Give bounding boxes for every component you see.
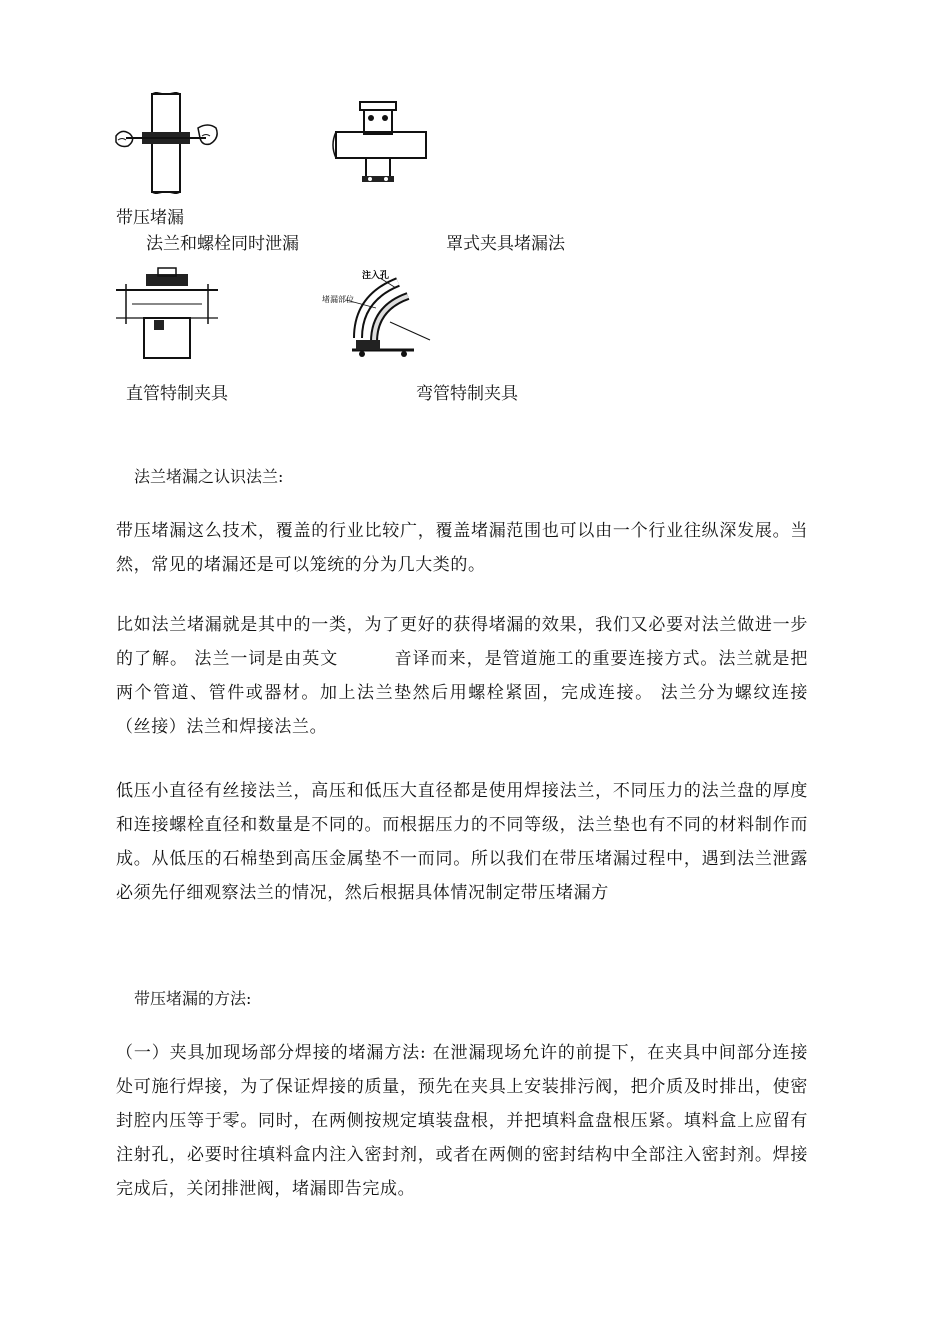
caption-with-pressure-sealing: 带压堵漏 [116, 208, 184, 228]
caption-straight-pipe-clamp: 直管特制夹具 [126, 384, 228, 404]
hood-clamp-drawing [330, 92, 430, 192]
figure-elbow-clamp [318, 268, 434, 362]
paragraph-flange-types: 低压小直径有丝接法兰，高压和低压大直径都是使用焊接法兰，不同压力的法兰盘的厚度和连接螺栓直径和数量是不同的。而根据压力的不同等级，法兰垫也有不同的材料制作而成。从低压的石棉垫到高压金属垫不一而同。所以我们在带压堵漏过程中，遇到法兰泄露必须先仔细观察法兰的情况，然后根据具体情况制定带压堵漏方 [116, 781, 808, 903]
section-heading-methods: 带压堵漏的方法: [134, 989, 252, 1008]
paragraph-flange-definition-b: 音译而来，是管道施工的重要连接方式。法兰就是把两个管道、管件或器材。加上法兰垫然后用螺栓紧固，完成连接。 法兰分为螺纹连接（丝接）法兰和焊接法兰。 [116, 649, 808, 737]
paragraph-method-one: （一）夹具加现场部分焊接的堵漏方法: 在泄漏现场允许的前提下，在夹具中间部分连接处可施行焊接，为了保证焊接的质量，预先在夹具上安装排污阀，把介质及时排出，使密封腔内压等于零。同时，在两侧按规定填装盘根，并把填料盒盘根压紧。填料盒上应留有注射孔，必要时往填料盒内注入密封剂，或者在两侧的密封结构中全部注入密封剂。焊接完成后，关闭排泄阀，堵漏即告完成。 [116, 1043, 808, 1199]
label-leak-location: 堵漏部位 [322, 295, 354, 304]
section-heading-flange: 法兰堵漏之认识法兰: [134, 467, 284, 486]
paragraph-flange-definition-a: 比如法兰堵漏就是其中的一类，为了更好的获得堵漏的效果，我们又必要对法兰做进一步的了解。 法兰一词是由英文 [116, 615, 808, 669]
figure-straight-pipe-clamp [112, 266, 222, 362]
elbow-clamp-drawing [318, 268, 434, 362]
paragraph-flange-definition [116, 608, 808, 744]
figure-flange-bolt-leak [112, 92, 222, 194]
label-inject-hole: 注入孔 [362, 271, 390, 281]
paragraph-intro: 带压堵漏这么技术，覆盖的行业比较广，覆盖堵漏范围也可以由一个行业往纵深发展。当然，常见的堵漏还是可以笼统的分为几大类的。 [116, 521, 808, 575]
caption-flange-bolt-leak: 法兰和螺栓同时泄漏 [146, 234, 299, 254]
caption-elbow-clamp: 弯管特制夹具 [416, 384, 518, 404]
straight-pipe-clamp-drawing [112, 266, 222, 362]
figure-hood-clamp [330, 92, 430, 192]
flange-bolt-leak-drawing [112, 92, 222, 194]
caption-hood-clamp: 罩式夹具堵漏法 [446, 234, 565, 254]
